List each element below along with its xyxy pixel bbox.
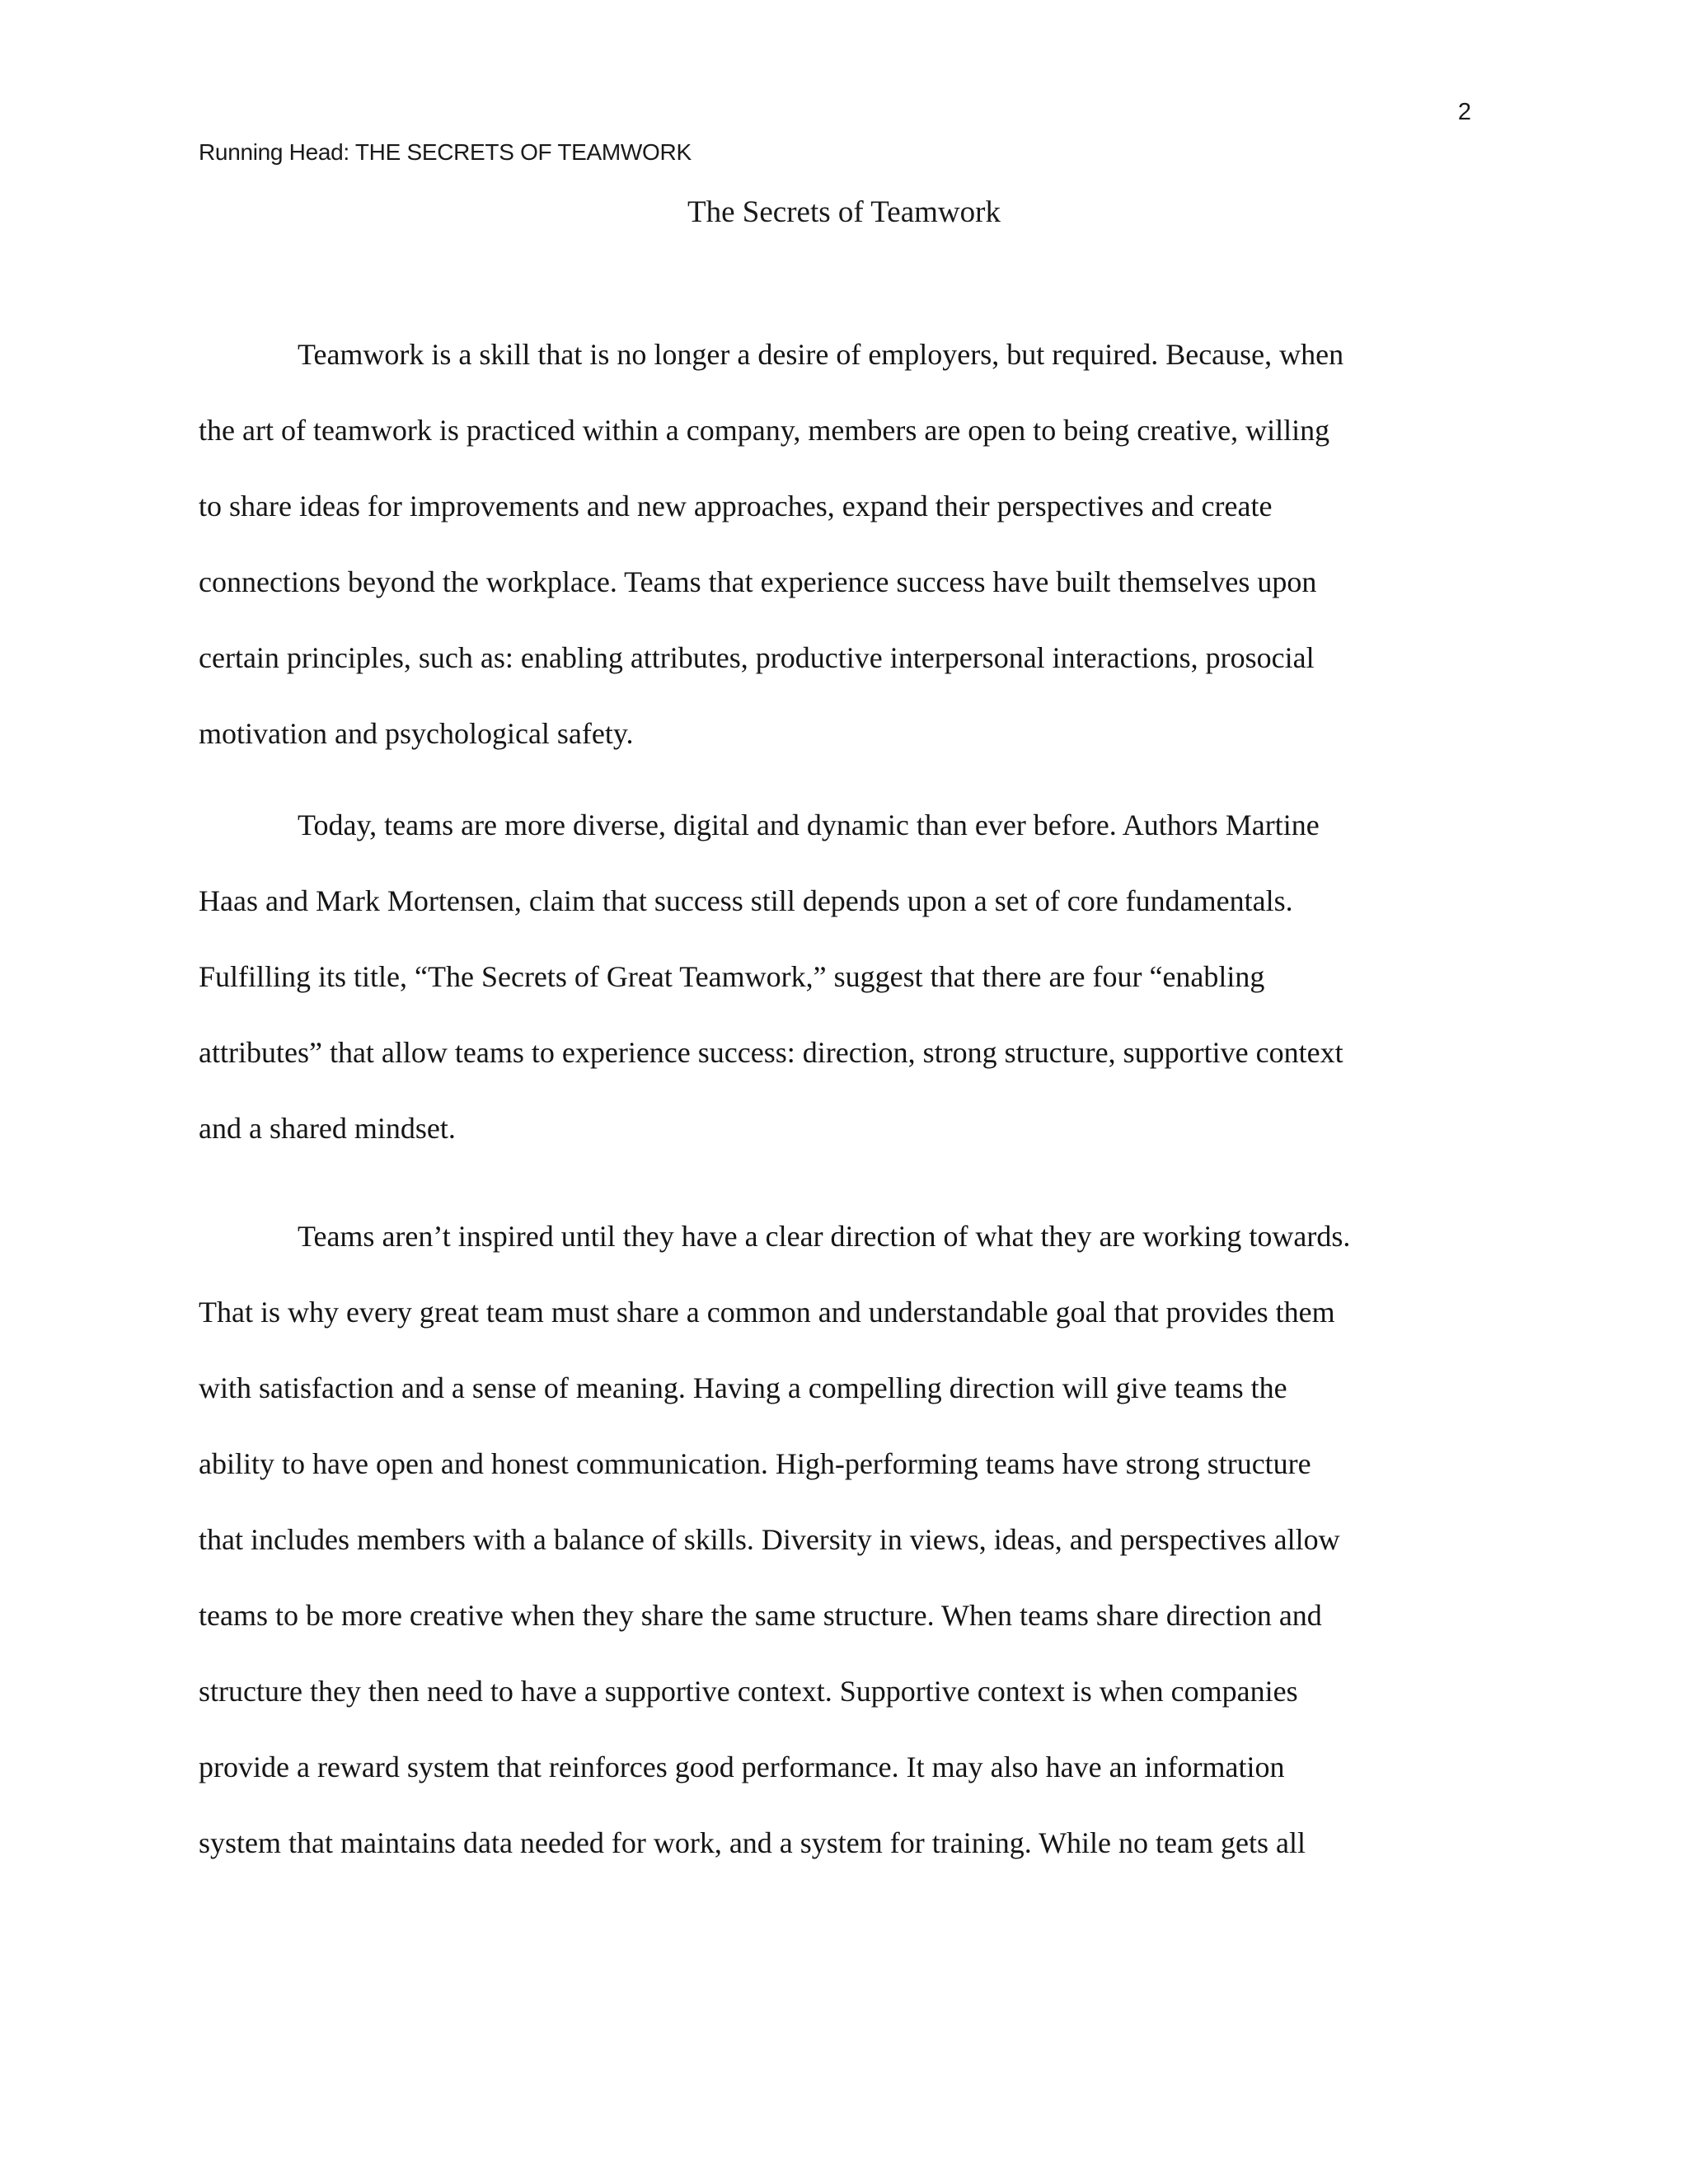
running-head: Running Head: THE SECRETS OF TEAMWORK [199, 139, 692, 165]
paragraph-line: Fulfilling its title, “The Secrets of Great Teamwork,” suggest that there are four “enabling [199, 960, 1265, 993]
paragraph [199, 1198, 1484, 1881]
paragraph-line: ability to have open and honest communication. High-performing teams have strong structure [199, 1447, 1311, 1480]
paragraph-line: connections beyond the workplace. Teams that experience success have built themselves upon [199, 565, 1317, 598]
paragraph [199, 787, 1484, 1166]
paragraph-line: with satisfaction and a sense of meaning. Having a compelling direction will give teams the [199, 1371, 1287, 1404]
paragraph-line: motivation and psychological safety. [199, 717, 634, 750]
paragraph-line: system that maintains data needed for work, and a system for training. While no team gets all [199, 1826, 1306, 1859]
paragraph-line: and a shared mindset. [199, 1112, 456, 1145]
paragraph-line: Today, teams are more diverse, digital and dynamic than ever before. Authors Martine [298, 808, 1320, 841]
paragraph-line: attributes” that allow teams to experience success: direction, strong structure, supportive context [199, 1036, 1343, 1069]
paragraph-line: to share ideas for improvements and new approaches, expand their perspectives and create [199, 490, 1273, 523]
paragraph-line: teams to be more creative when they share the same structure. When teams share direction and [199, 1599, 1322, 1632]
paragraph-line: provide a reward system that reinforces good performance. It may also have an information [199, 1750, 1285, 1783]
paragraph [199, 316, 1484, 771]
paragraph-line: certain principles, such as: enabling attributes, productive interpersonal interactions, prosocial [199, 641, 1315, 674]
paragraph-line: the art of teamwork is practiced within a company, members are open to being creative, willing [199, 414, 1330, 447]
paragraph-line: Teams aren’t inspired until they have a clear direction of what they are working towards. [298, 1220, 1351, 1253]
page-number: 2 [1457, 99, 1471, 125]
paragraph-line: structure they then need to have a supportive context. Supportive context is when companies [199, 1675, 1298, 1708]
paragraph-line: that includes members with a balance of skills. Diversity in views, ideas, and perspectives allow [199, 1523, 1340, 1556]
paragraph-line: That is why every great team must share a common and understandable goal that provides them [199, 1296, 1335, 1329]
paragraph-line: Teamwork is a skill that is no longer a desire of employers, but required. Because, when [298, 338, 1344, 371]
paragraph-line: Haas and Mark Mortensen, claim that success still depends upon a set of core fundamentals. [199, 884, 1293, 917]
document-title: The Secrets of Teamwork [687, 195, 1001, 229]
